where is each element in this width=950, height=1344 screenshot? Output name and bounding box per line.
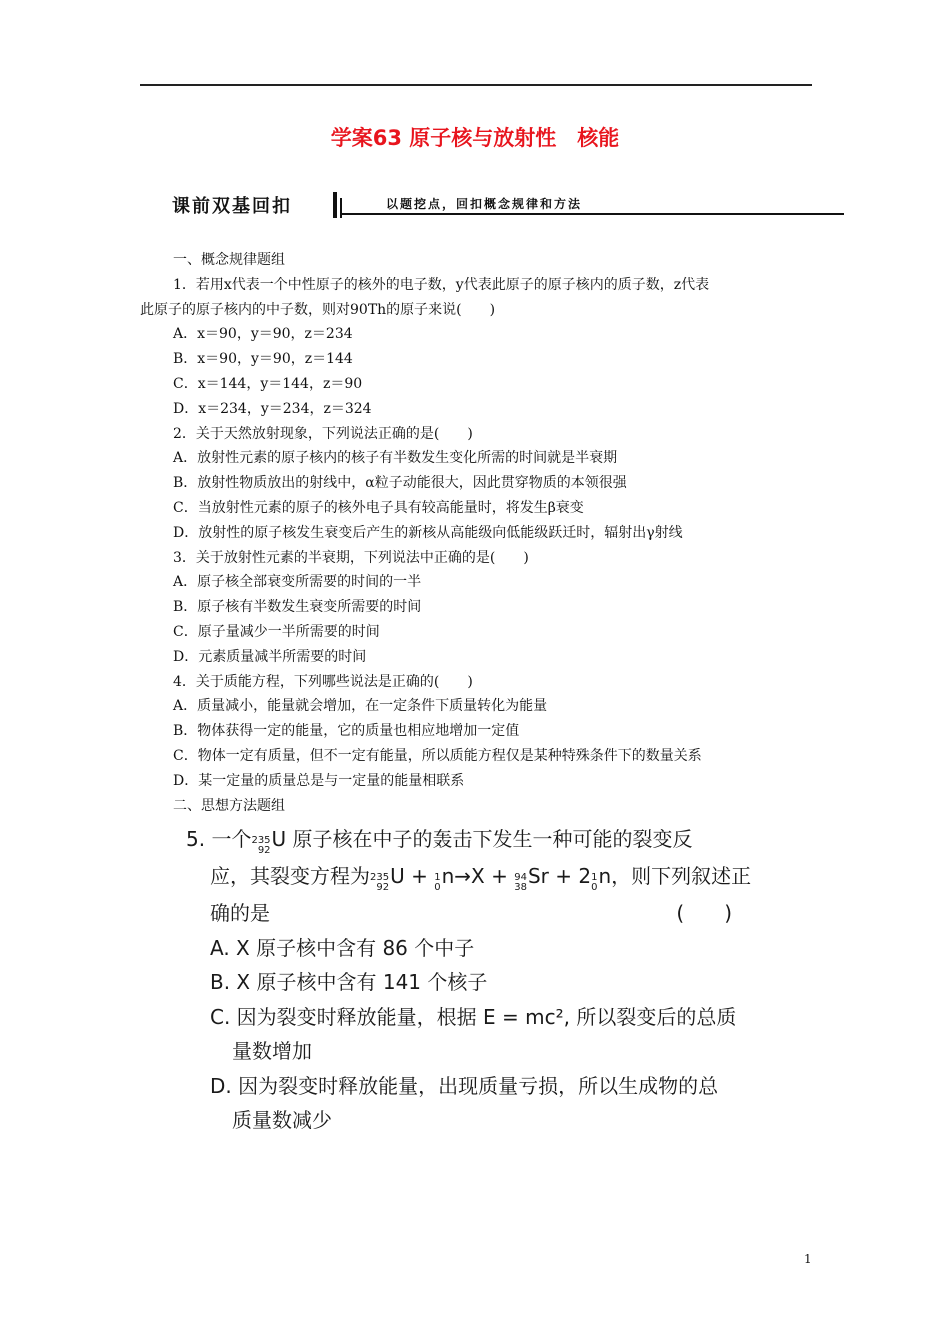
answer-paren: ( ) [676, 901, 732, 925]
section-heading-1: 一、概念规律题组 [173, 252, 285, 268]
q5-scanned-block [186, 822, 752, 1138]
q2-option-d: D．放射性的原子核发生衰变后产生的新核从高能级向低能级跃迁时，辐射出γ射线 [173, 524, 683, 541]
banner-rule [340, 213, 844, 215]
q5-text: 确的是 [210, 901, 270, 925]
sr-symbol: Sr [527, 864, 549, 888]
q2-option-c: C．当放射性元素的原子的核外电子具有较高能量时，将发生β衰变 [173, 499, 584, 516]
q3-option-d: D．元素质量减半所需要的时间 [173, 648, 367, 665]
page-title: 学案63 原子核与放射性 核能 [330, 126, 620, 150]
u-symbol: U [390, 864, 405, 888]
q2-option-b: B．放射性物质放出的射线中，α粒子动能很大，因此贯穿物质的本领很强 [173, 475, 627, 492]
q1-option-a: A．x＝90，y＝90，z＝234 [173, 326, 353, 343]
q4-option-a: A．质量减小，能量就会增加，在一定条件下质量转化为能量 [173, 698, 548, 715]
q4-option-b: B．物体获得一定的能量，它的质量也相应地增加一定值 [173, 723, 520, 740]
q5-line3 [186, 896, 746, 931]
q2-stem: 2．关于天然放射现象，下列说法正确的是( ) [173, 425, 473, 442]
top-rule [140, 84, 812, 86]
q5-text: ，则下列叙述正 [611, 864, 752, 888]
page-number: 1 [804, 1252, 812, 1266]
n-mass-number: 1 [591, 872, 598, 883]
q5-text: 应，其裂变方程为 [210, 864, 370, 888]
q1-stem-line1: 1．若用x代表一个中性原子的核外的电子数，y代表此原子的原子核内的质子数，z代表 [173, 276, 710, 293]
question-content [140, 248, 812, 818]
n-symbol: n [441, 864, 455, 888]
banner-divider [333, 192, 337, 218]
q4-stem: 4．关于质能方程，下列哪些说法是正确的( ) [173, 673, 473, 690]
u-symbol: U [271, 827, 287, 851]
q5-option-c-line1: C. 因为裂变时释放能量，根据 E = mc², 所以裂变后的总质 [210, 1004, 737, 1029]
q5-option-a: A. X 原子核中含有 86 个中子 [210, 935, 475, 960]
q4-option-d: D．某一定量的质量总是与一定量的能量相联系 [173, 772, 465, 789]
u-atomic-number: 92 [376, 882, 390, 893]
q5-line1 [186, 822, 746, 859]
q1-option-d: D．x＝234，y＝234，z＝324 [173, 400, 372, 417]
q3-option-c: C．原子量减少一半所需要的时间 [173, 623, 380, 640]
q2-option-a: A．放射性元素的原子核内的核子有半数发生变化所需的时间就是半衰期 [173, 450, 618, 467]
q1-stem-line2: 此原子的原子核内的中子数，则对90Th的原子来说( ) [140, 301, 496, 318]
q1-option-b: B．x＝90，y＝90，z＝144 [173, 351, 353, 368]
u-mass-number: 235 [251, 835, 271, 846]
q3-stem: 3．关于放射性元素的半衰期，下列说法中正确的是( ) [173, 549, 529, 566]
q5-text: 5. 一个 [186, 827, 252, 851]
q3-option-a: A．原子核全部衰变所需要的时间的一半 [173, 574, 422, 591]
arrow-term: →X + [454, 864, 515, 888]
banner-divider-thin [340, 198, 342, 218]
n-atomic-number: 0 [434, 882, 441, 893]
n-symbol: n [598, 864, 612, 888]
uranium-nuclide [370, 859, 405, 896]
u-atomic-number: 92 [257, 845, 271, 856]
plus-two: + 2 [548, 864, 592, 888]
section-heading-2: 二、思想方法题组 [173, 797, 285, 814]
q5-option-c-line2: 量数增加 [232, 1039, 312, 1063]
section-banner [172, 190, 844, 222]
neutron-nuclide [591, 859, 611, 896]
sr-mass-number: 94 [514, 872, 527, 883]
plus-sign: + [404, 864, 435, 888]
banner-right-text: 以题挖点，回扣概念规律和方法 [386, 197, 583, 211]
u-mass-number: 235 [370, 872, 390, 883]
q4-option-c: C．物体一定有质量，但不一定有能量，所以质能方程仅是某种特殊条件下的数量关系 [173, 747, 702, 764]
banner-left-text: 课前双基回扣 [172, 196, 292, 217]
neutron-nuclide [434, 859, 454, 896]
sr-atomic-number: 38 [514, 882, 527, 893]
q5-line2 [186, 859, 752, 896]
q1-option-c: C．x＝144，y＝144，z＝90 [173, 375, 363, 392]
q5-option-d-line1: D. 因为裂变时释放能量，出现质量亏损，所以生成物的总 [210, 1073, 719, 1098]
uranium-nuclide [251, 822, 286, 859]
n-mass-number: 1 [434, 872, 441, 883]
q3-option-b: B．原子核有半数发生衰变所需要的时间 [173, 599, 422, 616]
q5-text: 原子核在中子的轰击下发生一种可能的裂变反 [286, 827, 693, 851]
q5-option-b: B. X 原子核中含有 141 个核子 [210, 970, 488, 994]
n-atomic-number: 0 [591, 882, 598, 893]
q5-option-d-line2: 质量数减少 [232, 1108, 332, 1132]
strontium-nuclide [514, 859, 549, 896]
